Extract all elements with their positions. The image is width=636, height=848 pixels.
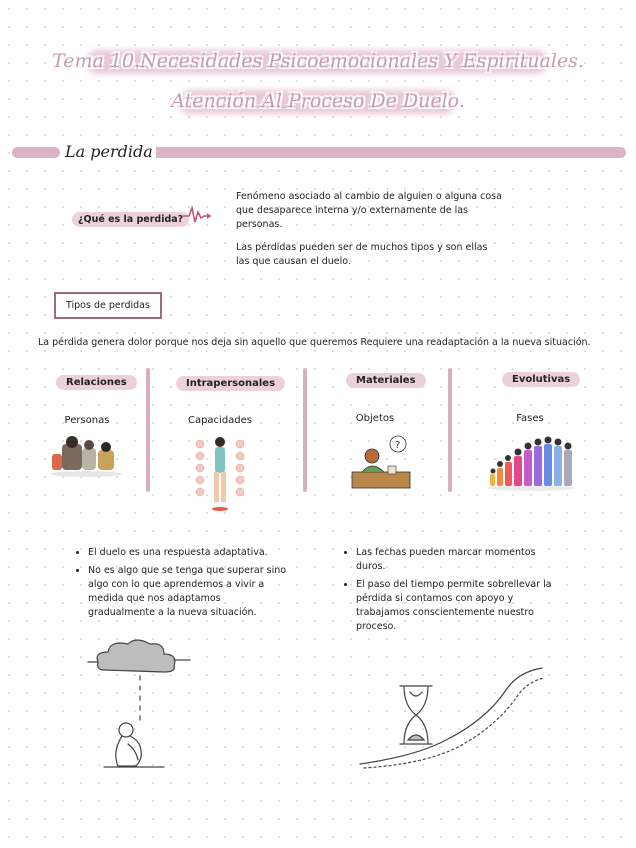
bullets-left — [70, 546, 290, 624]
type-subtitle-objetos: Objetos — [355, 413, 395, 424]
svg-text:?: ? — [395, 440, 401, 451]
section-bar-left — [12, 147, 60, 158]
list-item: • No es algo que se tenga que superar sino algo con lo que aprendemos a vivir a medida que nos adaptamos gradualmente a la nueva situación. — [88, 564, 290, 620]
column-separator-1 — [146, 368, 150, 492]
list-item: • El duelo es una respuesta adaptativa. — [88, 546, 290, 560]
body-capacities-illustration — [192, 434, 248, 514]
column-separator-2 — [303, 368, 307, 492]
type-subtitle-fases: Fases — [516, 413, 544, 424]
types-intro: La pérdida genera dolor porque nos deja sin aquello que queremos Requiere una readaptación a la nueva situación. — [38, 337, 591, 348]
type-pill-materiales: Materiales — [346, 373, 426, 388]
type-pill-evolutivas: Evolutivas — [502, 372, 580, 387]
list-item: • Las fechas pueden marcar momentos duros. — [356, 546, 566, 574]
heartbeat-icon — [182, 204, 212, 226]
type-pill-intrapersonales: Intrapersonales — [176, 376, 285, 391]
person-with-objects-illustration — [350, 434, 414, 492]
type-subtitle-personas: Personas — [64, 415, 110, 426]
type-subtitle-capacidades: Capacidades — [187, 415, 253, 426]
page-subtitle: Atención Al Proceso De Duelo. — [171, 90, 465, 112]
list-item: • El paso del tiempo permite sobrellevar la pérdida si contamos con apoyo y trabajamos conscientemente nuestro proceso. — [356, 578, 566, 634]
column-separator-3 — [448, 368, 452, 492]
page-title: Tema 10.Necesidades Psicoemocionales Y Espirituales. — [52, 50, 584, 72]
hourglass-path-illustration — [356, 660, 546, 772]
type-pill-relaciones: Relaciones — [56, 375, 137, 390]
types-box: Tipos de perdidas — [54, 292, 162, 319]
question-label: ¿Qué es la perdida? — [72, 212, 189, 227]
section-bar-right — [150, 147, 626, 158]
question-answer-1: Fenómeno asociado al cambio de alguien o alguna cosa que desaparece interna y/o externamente de las personas. — [236, 191, 502, 230]
section-heading: La perdida — [62, 142, 156, 161]
grieving-people-illustration — [48, 434, 124, 478]
person-under-cloud-illustration — [84, 636, 196, 776]
bullets-right — [338, 546, 566, 638]
question-answer-2: Las pérdidas pueden ser de muchos tipos y son ellas las que causan el duelo. — [236, 242, 488, 267]
life-stages-illustration — [486, 432, 576, 492]
